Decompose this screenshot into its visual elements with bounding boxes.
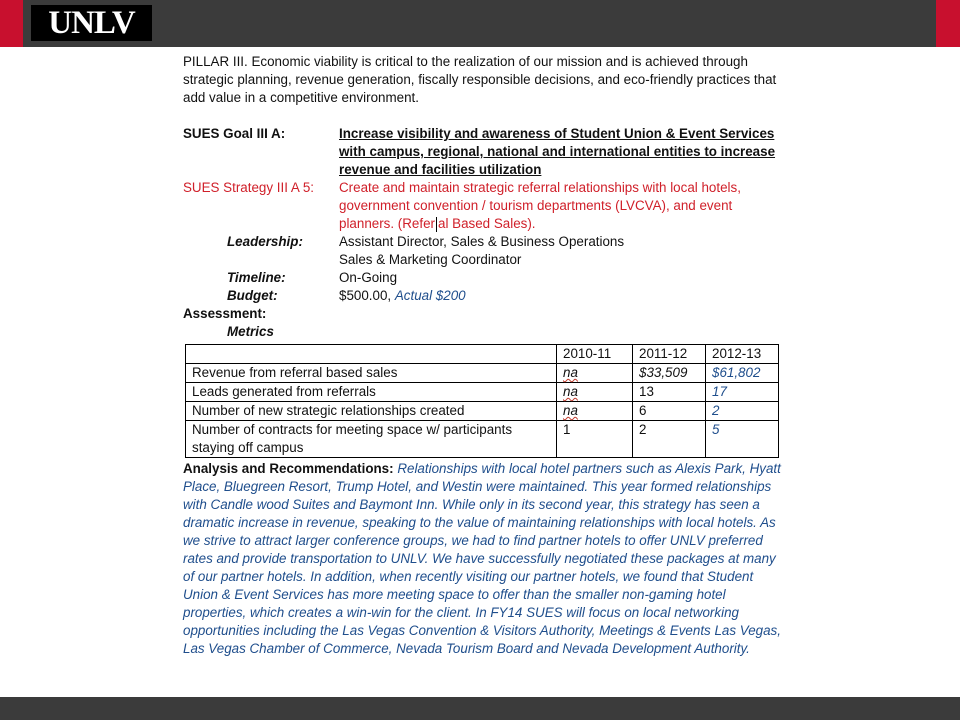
budget-label: Budget: bbox=[227, 288, 278, 303]
assessment-label: Assessment: bbox=[183, 306, 267, 321]
document-body bbox=[183, 53, 783, 658]
accent-stripe-left bbox=[0, 0, 23, 47]
table-cell-value: 1 bbox=[557, 421, 633, 458]
budget-value: $500.00, bbox=[339, 288, 392, 303]
table-cell-value: 2 bbox=[706, 402, 779, 421]
table-cell-value: 5 bbox=[706, 421, 779, 458]
table-cell-value: 17 bbox=[706, 383, 779, 402]
table-cell-metric: Number of contracts for meeting space w/ participants staying off campus bbox=[186, 421, 557, 458]
pillar-statement: PILLAR III. Economic viability is critical to the realization of our mission and is achieved through strategic planning, revenue generation, fiscally responsible decisions, and eco-friendly practices that add value in a competitive environment. bbox=[183, 54, 777, 105]
metrics-table bbox=[185, 344, 779, 458]
strategy-row bbox=[183, 179, 783, 233]
table-cell-metric: Revenue from referral based sales bbox=[186, 364, 557, 383]
table-cell-value: na bbox=[563, 403, 578, 418]
analysis-label: Analysis and Recommendations: bbox=[183, 461, 394, 476]
leadership-row bbox=[183, 233, 783, 269]
metrics-label: Metrics bbox=[227, 324, 274, 339]
table-header-cell: 2010-11 bbox=[557, 345, 633, 364]
goal-text: Increase visibility and awareness of Student Union & Event Services with campus, regional, national and international entities to increase revenue and facilities utilization bbox=[339, 126, 776, 177]
table-cell-value: $33,509 bbox=[633, 364, 706, 383]
text-cursor bbox=[436, 217, 437, 232]
table-row bbox=[186, 383, 779, 402]
table-cell-value: $61,802 bbox=[706, 364, 779, 383]
table-row bbox=[186, 421, 779, 458]
analysis-text: Relationships with local hotel partners such as Alexis Park, Hyatt Place, Bluegreen Resort, Trump Hotel, and Westin were maintained. This year formed relationships with Candle wood Suites and Baymont Inn. While only in its second year, this strategy has seen a dramatic increase in revenue, speaking to the value of maintaining relationships with local hotels. As we strive to attract larger conference groups, we had to find partner hotels to offer UNLV preferred rates and provide transportation to UNLV. We have successfully negotiated these packages at many of our partner hotels. In addition, when recently visiting our partner hotels, we found that Student Union & Event Services has more meeting space to offer than the smaller non-gaming hotel properties, which creates a win-win for the client. In FY14 SUES will focus on local networking opportunities including the Las Vegas Convention & Visitors Authority, Meetings & Events Las Vegas, Las Vegas Chamber of Commerce, Nevada Tourism Board and Nevada Development Authority. bbox=[183, 461, 781, 656]
accent-stripe-right bbox=[936, 0, 960, 47]
timeline-label: Timeline: bbox=[227, 270, 286, 285]
footer-bar bbox=[0, 697, 960, 720]
budget-row bbox=[183, 287, 783, 305]
analysis-section bbox=[183, 460, 783, 658]
header-bar bbox=[0, 0, 960, 47]
table-row bbox=[186, 364, 779, 383]
goal-row bbox=[183, 125, 783, 179]
strategy-text bbox=[339, 179, 783, 233]
table-header-cell bbox=[186, 345, 557, 364]
table-header-cell: 2012-13 bbox=[706, 345, 779, 364]
table-cell-value: 2 bbox=[633, 421, 706, 458]
table-cell-value: 6 bbox=[633, 402, 706, 421]
table-header-cell: 2011-12 bbox=[633, 345, 706, 364]
strategy-label: SUES Strategy III A 5: bbox=[183, 180, 314, 195]
table-header-row bbox=[186, 345, 779, 364]
strategy-text-part-b: al Based Sales). bbox=[438, 216, 536, 231]
timeline-row bbox=[183, 269, 783, 287]
leadership-value-2: Sales & Marketing Coordinator bbox=[339, 252, 522, 267]
table-cell-metric: Number of new strategic relationships created bbox=[186, 402, 557, 421]
goal-label: SUES Goal III A: bbox=[183, 126, 286, 141]
leadership-value-1: Assistant Director, Sales & Business Operations bbox=[339, 234, 625, 249]
table-cell-value: 13 bbox=[633, 383, 706, 402]
leadership-values bbox=[339, 233, 624, 269]
budget-actual: Actual $200 bbox=[394, 288, 466, 303]
unlv-logo: UNLV bbox=[31, 5, 152, 41]
strategy-text-part-a: Create and maintain strategic referral relationships with local hotels, government convention / tourism departments (LVCVA), and event planners. (Refer bbox=[339, 180, 741, 231]
table-cell-value: na bbox=[563, 384, 578, 399]
table-row bbox=[186, 402, 779, 421]
timeline-value: On-Going bbox=[339, 270, 398, 285]
budget-values bbox=[339, 287, 466, 305]
table-cell-value: na bbox=[563, 365, 578, 380]
leadership-label: Leadership: bbox=[227, 234, 303, 249]
table-cell-metric: Leads generated from referrals bbox=[186, 383, 557, 402]
